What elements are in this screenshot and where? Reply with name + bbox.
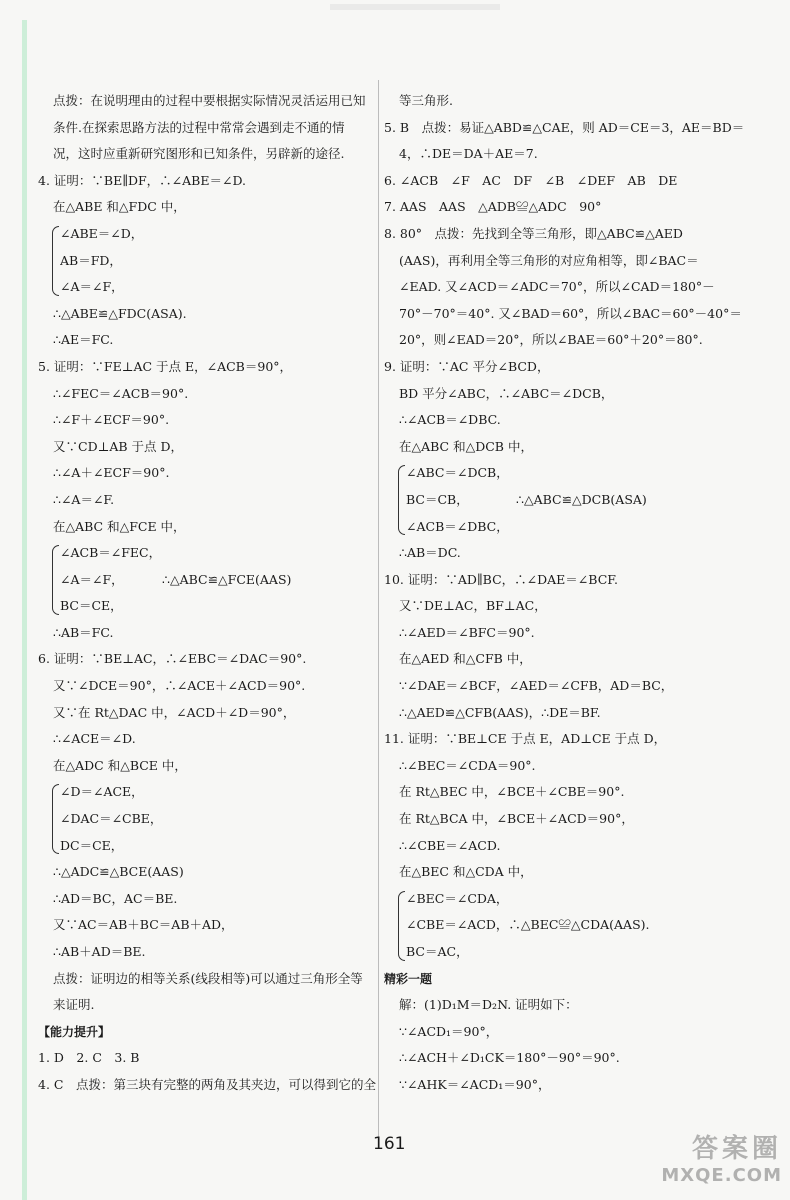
text-line: ∴△ABE≌△FDC(ASA). [53, 305, 187, 321]
text-line: 70°－70°＝40°. 又∠BAD＝60°，所以∠BAC＝60°－40°＝ [399, 305, 742, 321]
text-line: 在△ADC 和△BCE 中， [53, 757, 187, 773]
section-title: 【能力提升】 [38, 1024, 111, 1039]
text-line: 在 Rt△BEC 中，∠BCE＋∠CBE＝90°. [399, 784, 625, 800]
q5-brace [38, 540, 378, 620]
brace-line: DC＝CE， [60, 837, 124, 853]
q6-head: 6. 证明：∵BE⊥AC，∴∠EBC＝∠DAC＝90°. [38, 651, 307, 667]
right-column [384, 88, 782, 1099]
text-line: 在 Rt△BCA 中，∠BCE＋∠ACD＝90°， [399, 811, 634, 827]
text-line: 4，∴DE＝DA＋AE＝7. [399, 146, 538, 162]
text-line: 等三角形. [399, 93, 453, 108]
section-title: 精彩一题 [384, 971, 433, 986]
text-line: 在△ABE 和△FDC 中， [53, 199, 186, 215]
text-line: 20°，则∠EAD＝20°，所以∠BAE＝60°＋20°＝80°. [399, 332, 703, 348]
margin-bar [22, 20, 27, 1200]
text-line: ∠EAD. 又∠ACD＝∠ADC＝70°，所以∠CAD＝180°－ [399, 279, 715, 295]
text-line: 在△AED 和△CFB 中， [399, 651, 532, 667]
q10-head: 10. 证明：∵AD∥BC，∴∠DAE＝∠BCF. [384, 571, 618, 587]
tip-line: 点拨：在说明理由的过程中要根据实际情况灵活运用已知 [53, 93, 366, 108]
text-line: 在△ABC 和△DCB 中， [399, 438, 533, 454]
q4c-line: 4. C 点拨：第三块有完整的两角及其夹边，可以得到它的全 [38, 1076, 376, 1092]
text-line: ∵∠AHK＝∠ACD₁＝90°， [399, 1076, 551, 1092]
q4-head: 4. 证明：∵BE∥DF，∴∠ABE＝∠D. [38, 172, 247, 188]
q11-brace [384, 886, 782, 966]
text-line: ∴∠ACB＝∠DBC. [399, 412, 501, 428]
brace-line: AB＝FD， [60, 252, 122, 268]
text-line: ∴∠ACE＝∠D. [53, 731, 136, 747]
text-line: 又∵AC＝AB＋BC＝AB＋AD， [53, 917, 234, 933]
text-line: ∵∠ACD₁＝90°， [399, 1023, 499, 1039]
text-line: ∴AB＝DC. [399, 545, 461, 561]
text-line: ∴AB＝FC. [53, 624, 114, 640]
text-line: 又∵在 Rt△DAC 中，∠ACD＋∠D＝90°， [53, 704, 296, 720]
text-line: ∴∠ACH＋∠D₁CK＝180°－90°＝90°. [399, 1050, 620, 1066]
watermark-text: 答案圈 [691, 1134, 782, 1164]
q6-answer: 6. ∠ACB ∠F AC DF ∠B ∠DEF AB DE [384, 172, 678, 188]
text-line: ∵∠DAE＝∠BCF，∠AED＝∠CFB，AD＝BC， [399, 678, 674, 694]
q9-brace [384, 460, 782, 540]
text-line: BD 平分∠ABC，∴∠ABC＝∠DCB， [399, 385, 614, 401]
text-line: (AAS)，再利用全等三角形的对应角相等，即∠BAC＝ [399, 252, 699, 268]
text-line: ∴△AED≌△CFB(AAS)，∴DE＝BF. [399, 704, 601, 720]
brace-line: ∠DAC＝∠CBE， [60, 811, 163, 827]
tip-line: 来证明. [53, 997, 95, 1013]
q8-answer: 8. 80° 点拨：先找到全等三角形，即△ABC≌△AED [384, 225, 683, 241]
text-line: 又∵DE⊥AC，BF⊥AC， [399, 598, 547, 614]
text-line: 又∵CD⊥AB 于点 D， [53, 438, 184, 454]
tip-line: 况，这时应重新研究图形和已知条件，另辟新的途径. [53, 146, 345, 162]
brace-line: BC＝CE， [60, 598, 123, 614]
tip-line: 点拨：证明边的相等关系(线段相等)可以通过三角形全等 [53, 970, 363, 986]
text-line: 在△ABC 和△FCE 中， [53, 518, 186, 534]
brace-line: ∠A＝∠F， [60, 279, 124, 295]
watermark-logo [661, 1128, 782, 1186]
q5-answer: 5. B 点拨：易证△ABD≌△CAE，则 AD＝CE＝3，AE＝BD＝ [384, 119, 745, 135]
brace-line: BC＝CB， [406, 491, 469, 507]
watermark-url: MXQE.COM [661, 1165, 782, 1186]
brace-line: ∠A＝∠F， [60, 571, 124, 587]
text-line: ∴∠BEC＝∠CDA＝90°. [399, 757, 536, 773]
text-line: ∴∠F＋∠ECF＝90°. [53, 412, 170, 428]
left-column [38, 88, 378, 1099]
tip-line: 条件.在探索思路方法的过程中常常会遇到走不通的情 [53, 119, 345, 135]
text-line: 在△BEC 和△CDA 中， [399, 864, 533, 880]
q9-head: 9. 证明：∵AC 平分∠BCD， [384, 358, 550, 374]
q11-head: 11. 证明：∵BE⊥CE 于点 E，AD⊥CE 于点 D， [384, 731, 667, 747]
text-line: ∴△ADC≌△BCE(AAS) [53, 864, 184, 880]
brace-line: BC＝AC， [406, 944, 469, 959]
text-line: 又∵∠DCE＝90°，∴∠ACE＋∠ACD＝90°. [53, 678, 306, 694]
brace-line: ∠ABC＝∠DCB， [406, 465, 509, 481]
scan-artifact [330, 4, 500, 10]
column-divider [378, 80, 379, 1140]
text-line: ∴AE＝FC. [53, 332, 114, 348]
text-line: ∴∠CBE＝∠ACD. [399, 837, 501, 853]
text-line: 解：(1)D₁M＝D₂N. 证明如下： [399, 997, 578, 1013]
text-line: ∴∠A＋∠ECF＝90°. [53, 465, 170, 481]
text-line: ∴∠A＝∠F. [53, 491, 115, 507]
brace-line: ∠CBE＝∠ACD，∴△BEC≌△CDA(AAS). [406, 917, 650, 933]
brace-line: ∠D＝∠ACE， [60, 784, 144, 800]
page-number: 161 [373, 1134, 406, 1154]
brace-line: ∠ACB＝∠DBC， [406, 518, 509, 534]
brace-conclusion: ∴△ABC≌△DCB(ASA) [516, 492, 647, 508]
brace-line: ∠ACB＝∠FEC， [60, 545, 162, 561]
brace-conclusion: ∴△ABC≌△FCE(AAS) [162, 572, 292, 588]
q5-head: 5. 证明：∵FE⊥AC 于点 E，∠ACB＝90°， [38, 358, 293, 374]
text-line: ∴∠FEC＝∠ACB＝90°. [53, 385, 189, 401]
brace-line: ∠BEC＝∠CDA， [406, 890, 509, 906]
mc-answers: 1. D 2. C 3. B [38, 1050, 140, 1066]
text-line: ∴AD＝BC，AC＝BE. [53, 890, 178, 906]
text-line: ∴AB＋AD＝BE. [53, 944, 146, 959]
q4-brace [38, 221, 378, 301]
q7-answer: 7. AAS AAS △ADB≌△ADC 90° [384, 199, 602, 215]
text-line: ∴∠AED＝∠BFC＝90°. [399, 624, 535, 640]
q6-brace [38, 779, 378, 859]
brace-line: ∠ABE＝∠D， [60, 225, 144, 241]
